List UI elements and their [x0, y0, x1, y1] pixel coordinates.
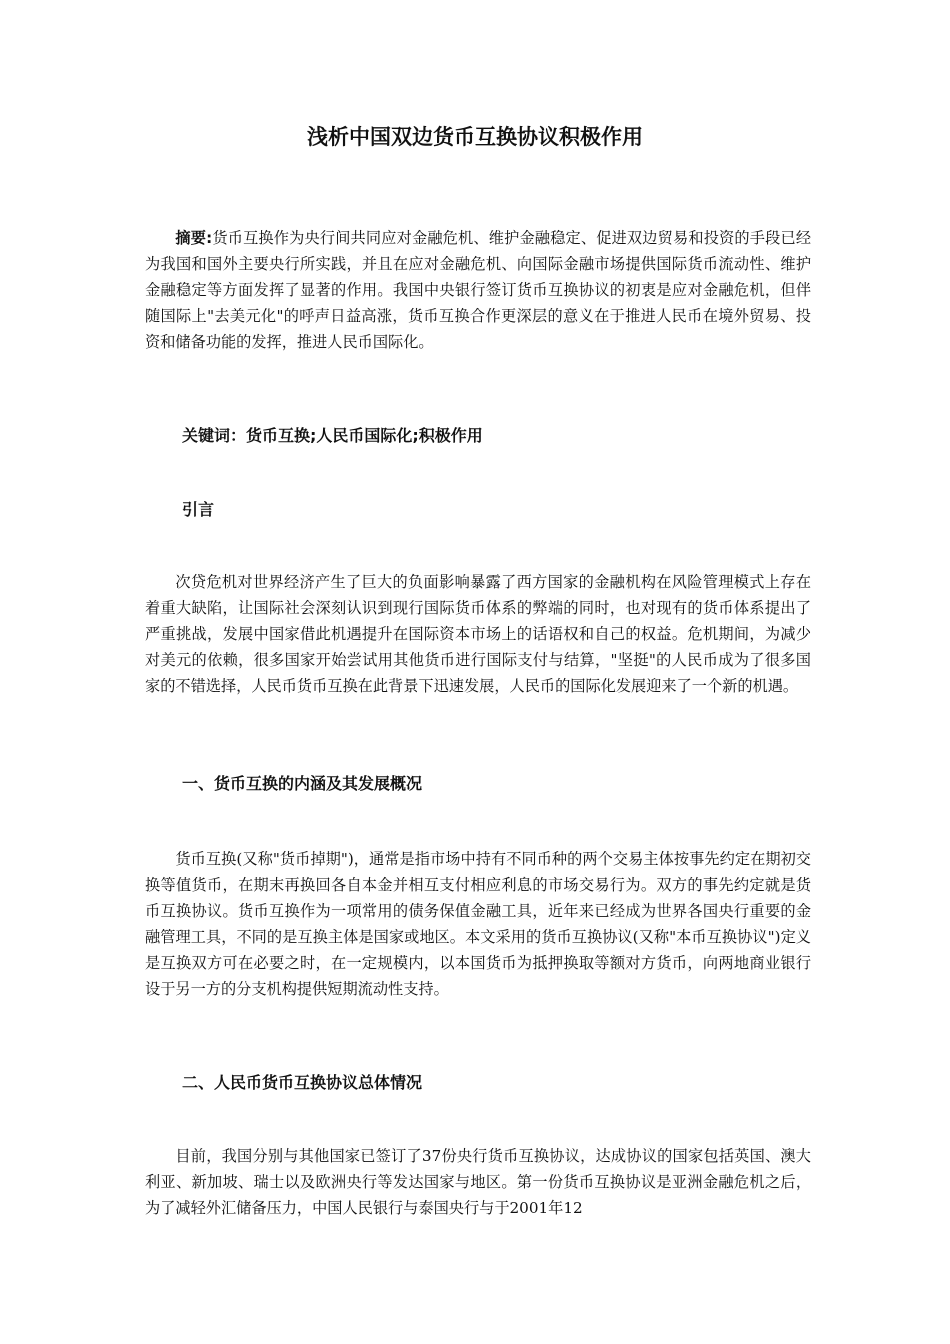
section1-heading: 一、货币互换的内涵及其发展概况 — [182, 774, 423, 793]
abstract-paragraph — [145, 225, 811, 355]
intro-paragraph: 次贷危机对世界经济产生了巨大的负面影响暴露了西方国家的金融机构在风险管理模式上存在着重大缺陷，让国际社会深刻认识到现行国际货币体系的弊端的同时，也对现有的货币体系提出了严重挑战，发展中国家借此机遇提升在国际资本市场上的话语权和自己的权益。危机期间，为减少对美元的依赖，很多国家开始尝试用其他货币进行国际支付与结算，"坚挺"的人民币成为了很多国家的不错选择，人民币货币互换在此背景下迅速发展，人民币的国际化发展迎来了一个新的机遇。 — [145, 573, 811, 695]
section1-paragraph: 货币互换(又称"货币掉期")，通常是指市场中持有不同币种的两个交易主体按事先约定在期初交换等值货币，在期末再换回各自本金并相互支付相应利息的市场交易行为。双方的事先约定就是货币互换协议。货币互换作为一项常用的债务保值金融工具，近年来已经成为世界各国央行重要的金融管理工具，不同的是互换主体是国家或地区。本文采用的货币互换协议(又称"本币互换协议")定义是互换双方可在必要之时，在一定规模内，以本国货币为抵押换取等额对方货币，向两地商业银行设于另一方的分支机构提供短期流动性支持。 — [145, 850, 811, 998]
section2-paragraph: 目前，我国分别与其他国家已签订了37份央行货币互换协议，达成协议的国家包括英国、澳大利亚、新加坡、瑞士以及欧洲央行等发达国家与地区。第一份货币互换协议是亚洲金融危机之后，为了减轻外汇储备压力，中国人民银行与泰国央行与于2001年12 — [145, 1147, 811, 1217]
intro-heading: 引言 — [182, 500, 215, 519]
keywords-line: 关键词：货币互换;人民币国际化;积极作用 — [182, 426, 483, 445]
section2-heading: 二、人民币货币互换协议总体情况 — [182, 1073, 423, 1092]
document-title: 浅析中国双边货币互换协议积极作用 — [307, 125, 643, 149]
abstract-text: 货币互换作为央行间共同应对金融危机、维护金融稳定、促进双边贸易和投资的手段已经为我国和国外主要央行所实践，并且在应对金融危机、向国际金融市场提供国际货币流动性、维护金融稳定等方面发挥了显著的作用。我国中央银行签订货币互换协议的初衷是应对金融危机，但伴随国际上"去美元化"的呼声日益高涨，货币互换合作更深层的意义在于推进人民币在境外贸易、投资和储备功能的发挥，推进人民币国际化。 — [145, 229, 812, 351]
abstract-label: 摘要: — [175, 229, 213, 247]
